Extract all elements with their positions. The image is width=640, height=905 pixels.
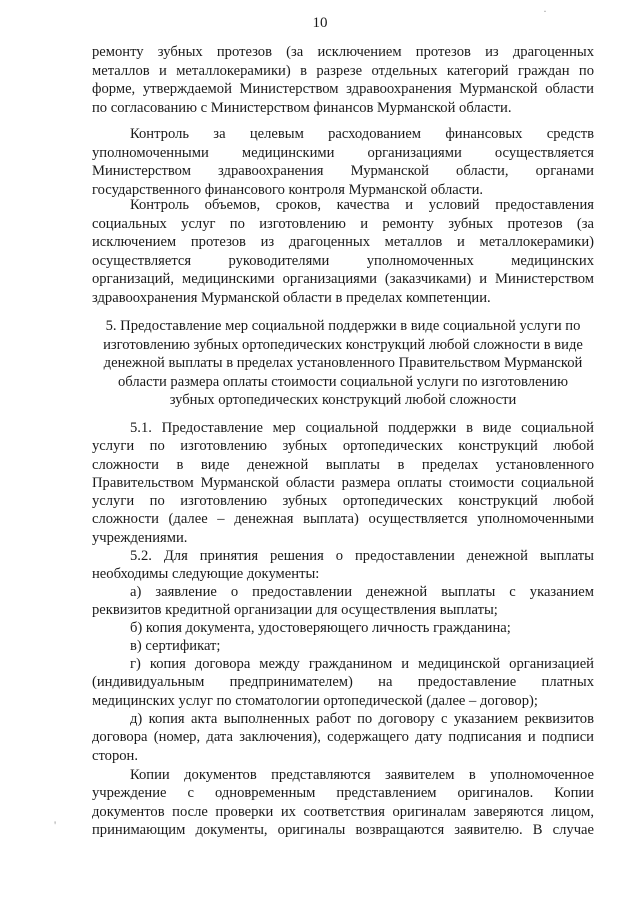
text-line: сторон. — [92, 747, 139, 764]
text-line: в) сертификат; — [130, 638, 221, 654]
paragraph-control-volumes — [92, 196, 594, 307]
text-line: Копии документов представляются заявителем в уполномоченное — [130, 767, 594, 783]
paragraph-control-funds — [92, 125, 594, 199]
text-line: услуги по изготовлению зубных ортопедических конструкций любой — [92, 438, 594, 455]
list-item-g — [92, 655, 594, 710]
scan-speck: ' — [54, 818, 57, 832]
text-line: (индивидуальным предпринимателем) на предоставление платных — [92, 674, 594, 691]
text-line: 5.1. Предоставление мер социальной поддержки в виде социальной — [130, 420, 594, 436]
text-line: исключением протезов из драгоценных металлов и металлокерамики) — [92, 234, 594, 250]
text-line: договора (номер, дата заключения), содержащего дату подписания и подписи — [92, 729, 594, 746]
text-line: сложности в виде денежной выплаты в пределах установленного — [92, 456, 594, 473]
section-heading — [92, 317, 594, 410]
text-line: государственного финансового контроля Мурманской области. — [92, 181, 484, 198]
text-line: по согласованию с Министерством финансов Мурманской области. — [92, 99, 512, 116]
text-line: организаций, медицинскими организациями (заказчиками) и Министерством — [92, 271, 594, 287]
text-line: социальных услуг по изготовлению и ремонту зубных протезов (за — [92, 215, 594, 232]
text-line: медицинских услуг по стоматологии ортопедической (далее – договор); — [92, 692, 538, 709]
list-item-b — [92, 619, 594, 637]
text-line: здравоохранения Мурманской области в пределах компетенции. — [92, 289, 491, 306]
text-line: Министерством здравоохранения Мурманской области, органами — [92, 163, 594, 179]
text-line: д) копия акта выполненных работ по договору с указанием реквизитов — [130, 711, 594, 727]
heading-line: области размера оплаты стоимости социальной услуги по изготовлению — [117, 373, 569, 390]
text-line: необходимы следующие документы: — [92, 566, 320, 583]
text-line: г) копия договора между гражданином и медицинской организацией — [130, 656, 594, 672]
text-line: документов после проверки их соответствия оригиналам заверяются лицом, — [92, 803, 594, 820]
text-line: ремонту зубных протезов (за исключением протезов из драгоценных — [92, 44, 594, 60]
text-line: уполномоченными медицинскими организациями осуществляется — [92, 144, 594, 161]
text-line: учреждениями. — [92, 529, 188, 546]
paragraph-5-2 — [92, 547, 594, 584]
text-line: сложности (далее – денежная выплата) осуществляется уполномоченными — [92, 511, 594, 528]
text-line: учреждение с одновременным представлением оригиналов. Копии — [92, 785, 594, 802]
heading-line: денежной выплаты в пределах установленного Правительством Мурманской — [103, 355, 583, 371]
paragraph-5-1 — [92, 419, 594, 547]
heading-line: зубных ортопедических конструкций любой сложности — [169, 392, 517, 408]
text-line: Контроль объемов, сроков, качества и условий предоставления — [130, 197, 594, 213]
list-item-a — [92, 583, 594, 620]
text-line: Контроль за целевым расходованием финансовых средств — [130, 126, 594, 142]
heading-line: изготовлению зубных ортопедических конструкций любой сложности в виде — [103, 336, 583, 353]
text-line: металлов и металлокерамики) в разрезе отдельных категорий граждан по — [92, 62, 594, 79]
paragraph-continuation — [92, 43, 594, 117]
page-number: 10 — [312, 15, 328, 31]
text-line: принимающим документы, оригиналы возвращаются заявителю. В случае — [92, 821, 594, 838]
heading-line: 5. Предоставление мер социальной поддержки в виде социальной услуги по — [105, 318, 581, 334]
text-line: б) копия документа, удостоверяющего личность гражданина; — [130, 620, 511, 636]
text-line: а) заявление о предоставлении денежной выплаты с указанием — [130, 584, 594, 600]
text-line: реквизитов кредитной организации для осуществления выплаты; — [92, 602, 498, 619]
scan-speck: · — [543, 4, 547, 18]
text-line: осуществляется руководителями уполномоченных медицинских — [92, 252, 594, 269]
list-item-d — [92, 710, 594, 765]
text-line: 5.2. Для принятия решения о предоставлении денежной выплаты — [130, 548, 594, 564]
text-line: форме, утверждаемой Министерством здравоохранения Мурманской области — [92, 81, 594, 97]
paragraph-copies — [92, 766, 594, 839]
text-line: услуги по изготовлению зубных ортопедических конструкций любой — [92, 493, 594, 510]
list-item-v — [92, 637, 594, 655]
text-line: Правительством Мурманской области размера оплаты стоимости социальной — [92, 474, 594, 491]
